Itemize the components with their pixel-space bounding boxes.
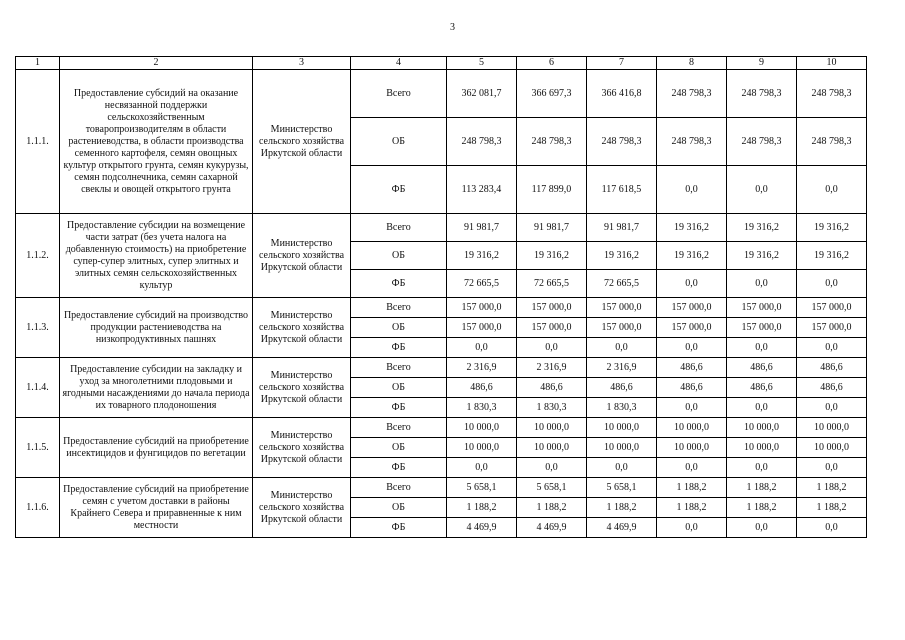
funding-source-label: Всего — [351, 70, 447, 118]
amount-cell: 1 188,2 — [797, 478, 867, 498]
amount-cell: 19 316,2 — [797, 214, 867, 242]
funding-source-label: ФБ — [351, 518, 447, 538]
amount-cell: 10 000,0 — [587, 418, 657, 438]
measure-number: 1.1.4. — [16, 358, 60, 418]
amount-cell: 0,0 — [727, 458, 797, 478]
amount-cell: 0,0 — [797, 398, 867, 418]
amount-cell: 248 798,3 — [727, 118, 797, 166]
amount-cell: 19 316,2 — [657, 242, 727, 270]
amount-cell: 0,0 — [657, 270, 727, 298]
amount-cell: 1 188,2 — [587, 498, 657, 518]
header-cell: 10 — [797, 57, 867, 70]
amount-cell: 486,6 — [587, 378, 657, 398]
header-cell: 4 — [351, 57, 447, 70]
funding-source-label: Всего — [351, 298, 447, 318]
amount-cell: 0,0 — [727, 270, 797, 298]
funding-source-label: Всего — [351, 478, 447, 498]
amount-cell: 248 798,3 — [797, 70, 867, 118]
measure-executor: Министерство сельского хозяйства Иркутской области — [253, 298, 351, 358]
amount-cell: 5 658,1 — [587, 478, 657, 498]
measure-executor: Министерство сельского хозяйства Иркутской области — [253, 478, 351, 538]
amount-cell: 157 000,0 — [727, 318, 797, 338]
amount-cell: 1 188,2 — [727, 498, 797, 518]
header-cell: 2 — [60, 57, 253, 70]
funding-source-label: Всего — [351, 418, 447, 438]
header-cell: 1 — [16, 57, 60, 70]
amount-cell: 362 081,7 — [447, 70, 517, 118]
amount-cell: 19 316,2 — [587, 242, 657, 270]
amount-cell: 0,0 — [797, 518, 867, 538]
amount-cell: 117 618,5 — [587, 166, 657, 214]
amount-cell: 486,6 — [797, 358, 867, 378]
funding-source-label: ФБ — [351, 338, 447, 358]
amount-cell: 91 981,7 — [587, 214, 657, 242]
amount-cell: 157 000,0 — [657, 298, 727, 318]
measure-description: Предоставление субсидии на возмещение части затрат (без учета налога на добавленную стоимость) на приобретение супер-супер элитных, супер элитных и элитных семян сельскохозяйственных культур — [60, 214, 253, 298]
amount-cell: 4 469,9 — [517, 518, 587, 538]
amount-cell: 157 000,0 — [727, 298, 797, 318]
amount-cell: 0,0 — [447, 338, 517, 358]
funding-source-label: ОБ — [351, 438, 447, 458]
amount-cell: 0,0 — [727, 166, 797, 214]
amount-cell: 248 798,3 — [587, 118, 657, 166]
amount-cell: 0,0 — [517, 458, 587, 478]
page-number: 3 — [450, 22, 455, 33]
amount-cell: 0,0 — [657, 166, 727, 214]
measure-executor: Министерство сельского хозяйства Иркутской области — [253, 214, 351, 298]
program-measures-table — [15, 56, 867, 538]
table-row — [16, 478, 867, 498]
amount-cell: 486,6 — [447, 378, 517, 398]
measure-number: 1.1.6. — [16, 478, 60, 538]
measure-number: 1.1.1. — [16, 70, 60, 214]
amount-cell: 248 798,3 — [517, 118, 587, 166]
amount-cell: 19 316,2 — [797, 242, 867, 270]
amount-cell: 1 830,3 — [587, 398, 657, 418]
table-row — [16, 418, 867, 438]
amount-cell: 2 316,9 — [587, 358, 657, 378]
measure-description: Предоставление субсидий на приобретение семян с учетом доставки в районы Крайнего Севера и приравненные к ним местности — [60, 478, 253, 538]
funding-source-label: ФБ — [351, 398, 447, 418]
amount-cell: 0,0 — [797, 338, 867, 358]
amount-cell: 10 000,0 — [797, 418, 867, 438]
amount-cell: 91 981,7 — [517, 214, 587, 242]
amount-cell: 72 665,5 — [447, 270, 517, 298]
funding-source-label: Всего — [351, 214, 447, 242]
amount-cell: 157 000,0 — [657, 318, 727, 338]
amount-cell: 157 000,0 — [797, 318, 867, 338]
header-cell: 6 — [517, 57, 587, 70]
amount-cell: 486,6 — [797, 378, 867, 398]
measure-executor: Министерство сельского хозяйства Иркутской области — [253, 70, 351, 214]
header-cell: 3 — [253, 57, 351, 70]
amount-cell: 10 000,0 — [587, 438, 657, 458]
amount-cell: 157 000,0 — [447, 298, 517, 318]
funding-source-label: ОБ — [351, 378, 447, 398]
funding-source-label: ОБ — [351, 318, 447, 338]
header-cell: 7 — [587, 57, 657, 70]
header-cell: 5 — [447, 57, 517, 70]
amount-cell: 117 899,0 — [517, 166, 587, 214]
funding-source-label: Всего — [351, 358, 447, 378]
amount-cell: 0,0 — [517, 338, 587, 358]
amount-cell: 486,6 — [727, 358, 797, 378]
amount-cell: 486,6 — [517, 378, 587, 398]
amount-cell: 72 665,5 — [517, 270, 587, 298]
amount-cell: 5 658,1 — [447, 478, 517, 498]
amount-cell: 19 316,2 — [517, 242, 587, 270]
amount-cell: 157 000,0 — [797, 298, 867, 318]
amount-cell: 1 188,2 — [657, 498, 727, 518]
amount-cell: 4 469,9 — [587, 518, 657, 538]
header-cell: 8 — [657, 57, 727, 70]
amount-cell: 486,6 — [657, 358, 727, 378]
amount-cell: 366 416,8 — [587, 70, 657, 118]
amount-cell: 4 469,9 — [447, 518, 517, 538]
amount-cell: 486,6 — [657, 378, 727, 398]
amount-cell: 19 316,2 — [727, 214, 797, 242]
amount-cell: 1 188,2 — [727, 478, 797, 498]
table-row — [16, 358, 867, 378]
amount-cell: 10 000,0 — [797, 438, 867, 458]
measure-description: Предоставление субсидий на оказание несвязанной поддержки сельскохозяйственным товаропроизводителям в области растениеводства, в области производства семенного картофеля, семян овощных культур открытого грунта, семян кукурузы, семян подсолнечника, семян сахарной свеклы и овощей открытого грунта — [60, 70, 253, 214]
funding-source-label: ОБ — [351, 498, 447, 518]
measure-number: 1.1.3. — [16, 298, 60, 358]
amount-cell: 248 798,3 — [727, 70, 797, 118]
amount-cell: 157 000,0 — [517, 298, 587, 318]
amount-cell: 10 000,0 — [727, 418, 797, 438]
measure-description: Предоставление субсидий на производство продукции растениеводства на низкопродуктивных пашнях — [60, 298, 253, 358]
measure-executor: Министерство сельского хозяйства Иркутской области — [253, 418, 351, 478]
funding-source-label: ФБ — [351, 458, 447, 478]
amount-cell: 0,0 — [797, 458, 867, 478]
amount-cell: 10 000,0 — [447, 418, 517, 438]
amount-cell: 91 981,7 — [447, 214, 517, 242]
funding-source-label: ФБ — [351, 270, 447, 298]
amount-cell: 248 798,3 — [657, 70, 727, 118]
header-row — [16, 57, 867, 70]
amount-cell: 0,0 — [727, 338, 797, 358]
amount-cell: 0,0 — [797, 166, 867, 214]
amount-cell: 10 000,0 — [447, 438, 517, 458]
amount-cell: 0,0 — [657, 338, 727, 358]
amount-cell: 19 316,2 — [447, 242, 517, 270]
table-row — [16, 214, 867, 242]
amount-cell: 10 000,0 — [727, 438, 797, 458]
measure-description: Предоставление субсидий на приобретение инсектицидов и фунгицидов по вегетации — [60, 418, 253, 478]
amount-cell: 0,0 — [587, 338, 657, 358]
amount-cell: 1 188,2 — [517, 498, 587, 518]
amount-cell: 0,0 — [587, 458, 657, 478]
amount-cell: 0,0 — [657, 458, 727, 478]
amount-cell: 10 000,0 — [657, 438, 727, 458]
amount-cell: 157 000,0 — [517, 318, 587, 338]
amount-cell: 2 316,9 — [517, 358, 587, 378]
amount-cell: 248 798,3 — [447, 118, 517, 166]
header-cell: 9 — [727, 57, 797, 70]
measure-number: 1.1.2. — [16, 214, 60, 298]
amount-cell: 5 658,1 — [517, 478, 587, 498]
amount-cell: 248 798,3 — [797, 118, 867, 166]
amount-cell: 19 316,2 — [657, 214, 727, 242]
amount-cell: 10 000,0 — [517, 418, 587, 438]
amount-cell: 486,6 — [727, 378, 797, 398]
amount-cell: 366 697,3 — [517, 70, 587, 118]
amount-cell: 1 188,2 — [657, 478, 727, 498]
amount-cell: 10 000,0 — [657, 418, 727, 438]
amount-cell: 0,0 — [797, 270, 867, 298]
amount-cell: 0,0 — [727, 398, 797, 418]
amount-cell: 248 798,3 — [657, 118, 727, 166]
amount-cell: 1 188,2 — [797, 498, 867, 518]
table-row — [16, 70, 867, 118]
funding-source-label: ОБ — [351, 242, 447, 270]
table-row — [16, 298, 867, 318]
amount-cell: 113 283,4 — [447, 166, 517, 214]
amount-cell: 1 188,2 — [447, 498, 517, 518]
amount-cell: 10 000,0 — [517, 438, 587, 458]
amount-cell: 1 830,3 — [447, 398, 517, 418]
amount-cell: 0,0 — [657, 398, 727, 418]
measure-executor: Министерство сельского хозяйства Иркутской области — [253, 358, 351, 418]
measure-description: Предоставление субсидии на закладку и уход за многолетними плодовыми и ягодными насаждениями до начала периода их товарного плодоношения — [60, 358, 253, 418]
amount-cell: 0,0 — [727, 518, 797, 538]
table-body — [16, 57, 867, 538]
amount-cell: 2 316,9 — [447, 358, 517, 378]
measure-number: 1.1.5. — [16, 418, 60, 478]
amount-cell: 1 830,3 — [517, 398, 587, 418]
amount-cell: 0,0 — [657, 518, 727, 538]
amount-cell: 0,0 — [447, 458, 517, 478]
amount-cell: 19 316,2 — [727, 242, 797, 270]
amount-cell: 157 000,0 — [587, 298, 657, 318]
amount-cell: 157 000,0 — [447, 318, 517, 338]
amount-cell: 72 665,5 — [587, 270, 657, 298]
amount-cell: 157 000,0 — [587, 318, 657, 338]
funding-source-label: ФБ — [351, 166, 447, 214]
funding-source-label: ОБ — [351, 118, 447, 166]
